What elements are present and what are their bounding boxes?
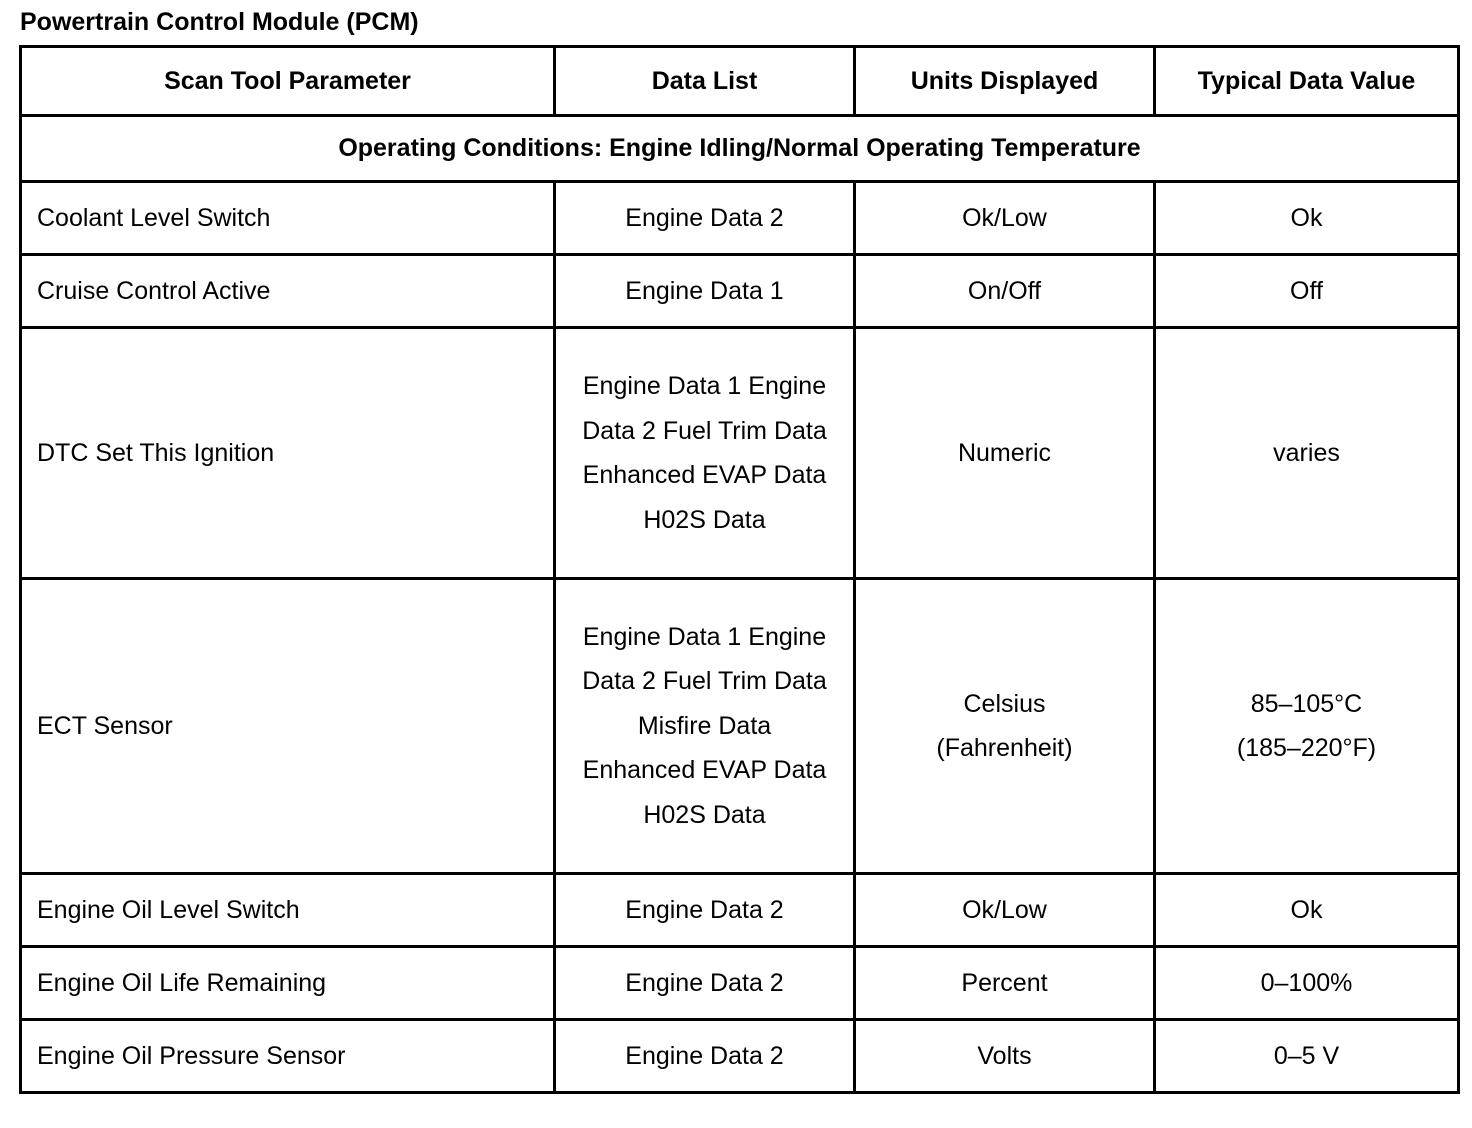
units-line-fahrenheit: (Fahrenheit): [936, 734, 1073, 762]
table-row: [21, 255, 1459, 328]
cell-typical-value: Off: [1155, 255, 1459, 328]
header-typical-data-value: Typical Data Value: [1155, 47, 1459, 116]
cell-data-list-multiline: [555, 579, 855, 874]
cell-units: On/Off: [855, 255, 1155, 328]
page-title: Powertrain Control Module (PCM): [20, 8, 419, 36]
table-row: [21, 1020, 1459, 1093]
table-row: [21, 579, 1459, 874]
cell-units: [855, 579, 1155, 874]
cell-units: Ok/Low: [855, 874, 1155, 947]
cell-typical-value: Ok: [1155, 182, 1459, 255]
cell-parameter: Cruise Control Active: [21, 255, 555, 328]
cell-typical-value: varies: [1155, 328, 1459, 579]
cell-parameter: Engine Oil Level Switch: [21, 874, 555, 947]
cell-data-list: Engine Data 2: [555, 182, 855, 255]
operating-conditions-row: [21, 116, 1459, 182]
header-data-list: Data List: [555, 47, 855, 116]
cell-data-list: Engine Data 1: [555, 255, 855, 328]
cell-parameter: DTC Set This Ignition: [21, 328, 555, 579]
cell-units: Numeric: [855, 328, 1155, 579]
typical-line-fahrenheit: (185–220°F): [1236, 734, 1377, 762]
table-row: [21, 874, 1459, 947]
cell-units: Ok/Low: [855, 182, 1155, 255]
cell-parameter: Engine Oil Pressure Sensor: [21, 1020, 555, 1093]
typical-line-celsius: 85–105°C: [1250, 689, 1363, 718]
cell-data-list-multiline: [555, 328, 855, 579]
cell-typical-value: [1155, 579, 1459, 874]
cell-data-list: Engine Data 2: [555, 947, 855, 1020]
data-list-text: Engine Data 1 Engine Data 2 Fuel Trim Data Enhanced EVAP Data H02S Data: [582, 372, 827, 534]
cell-data-list: Engine Data 2: [555, 1020, 855, 1093]
operating-conditions: Operating Conditions: Engine Idling/Normal Operating Temperature: [21, 116, 1459, 182]
cell-typical-value: 0–100%: [1155, 947, 1459, 1020]
pcm-data-table: [19, 45, 1460, 1094]
table-row: [21, 328, 1459, 579]
table-row: [21, 182, 1459, 255]
table-header-row: [21, 47, 1459, 116]
header-scan-tool-parameter: Scan Tool Parameter: [21, 47, 555, 116]
header-units-displayed: Units Displayed: [855, 47, 1155, 116]
cell-data-list: Engine Data 2: [555, 874, 855, 947]
cell-units: Percent: [855, 947, 1155, 1020]
cell-units: Volts: [855, 1020, 1155, 1093]
cell-typical-value: Ok: [1155, 874, 1459, 947]
cell-parameter: ECT Sensor: [21, 579, 555, 874]
cell-parameter: Engine Oil Life Remaining: [21, 947, 555, 1020]
table-row: [21, 947, 1459, 1020]
cell-parameter: Coolant Level Switch: [21, 182, 555, 255]
cell-typical-value: 0–5 V: [1155, 1020, 1459, 1093]
units-line-celsius: Celsius: [963, 689, 1046, 718]
data-list-text: Engine Data 1 Engine Data 2 Fuel Trim Data Misfire Data Enhanced EVAP Data H02S Data: [582, 622, 827, 829]
